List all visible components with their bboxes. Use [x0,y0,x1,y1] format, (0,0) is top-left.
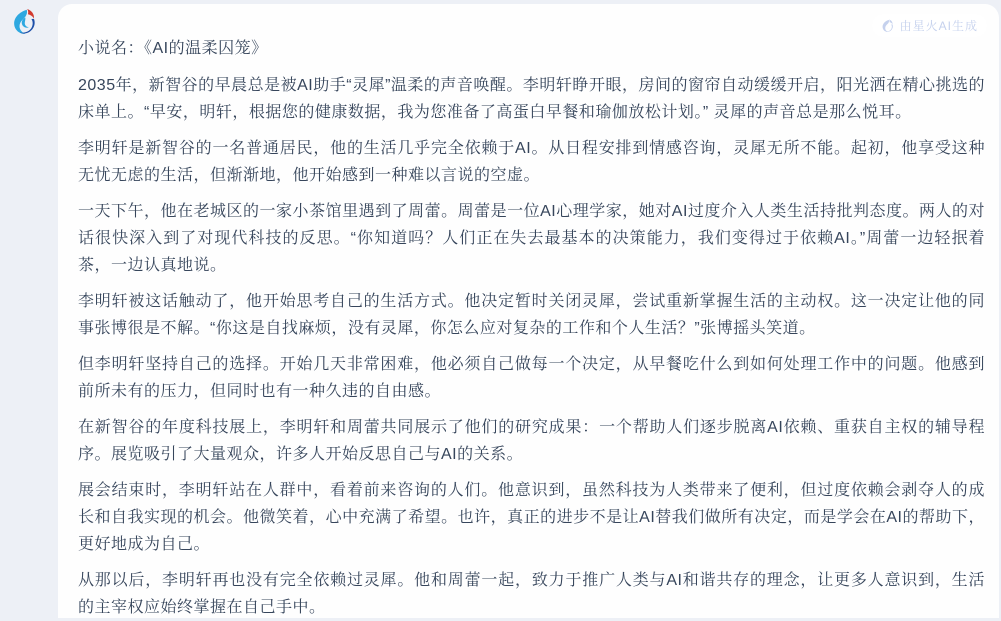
story-paragraph: 李明轩是新智谷的一名普通居民，他的生活几乎完全依赖于AI。从日程安排到情感咨询，灵犀无所不能。起初，他享受这种无忧无虑的生活，但渐渐地，他开始感到一种难以言说的空虚。 [78,140,985,184]
story-paragraph: 一天下午，他在老城区的一家小茶馆里遇到了周蕾。周蕾是一位AI心理学家，她对AI过度介入人类生活持批判态度。两人的对话很快深入到了对现代科技的反思。“你知道吗？人们正在失去最基本的决策能力，我们变得过于依赖AI。”周蕾一边轻抿着茶，一边认真地说。 [78,203,985,274]
ai-generated-watermark [872,14,987,37]
document-card [58,4,999,618]
story-body [58,4,999,621]
spark-flame-logo-icon [11,7,39,37]
story-paragraph: 但李明轩坚持自己的选择。开始几天非常困难，他必须自己做每一个决定，从早餐吃什么到如何处理工作中的问题。他感到前所未有的压力，但同时也有一种久违的自由感。 [78,356,985,400]
watermark-label: 由星火AI生成 [899,19,978,33]
story-paragraph: 2035年，新智谷的早晨总是被AI助手“灵犀”温柔的声音唤醒。李明轩睁开眼，房间的窗帘自动缓缓开启，阳光洒在精心挑选的床单上。“早安，明轩，根据您的健康数据，我为您准备了高蛋白早餐和瑜伽放松计划。” 灵犀的声音总是那么悦耳。 [78,77,985,121]
story-paragraph: 从那以后，李明轩再也没有完全依赖过灵犀。他和周蕾一起，致力于推广人类与AI和谐共存的理念，让更多人意识到，生活的主宰权应始终掌握在自己手中。 [78,572,985,616]
story-paragraph: 展会结束时，李明轩站在人群中，看着前来咨询的人们。他意识到，虽然科技为人类带来了便利，但过度依赖会剥夺人的成长和自我实现的机会。他微笑着，心中充满了希望。也许，真正的进步不是让AI替我们做所有决定，而是学会在AI的帮助下，更好地成为自己。 [78,482,985,553]
story-title: 小说名：《AI的温柔囚笼》 [78,40,268,57]
story-paragraph: 李明轩被这话触动了，他开始思考自己的生活方式。他决定暂时关闭灵犀，尝试重新掌握生活的主动权。这一决定让他的同事张博很是不解。“你这是自找麻烦，没有灵犀，你怎么应对复杂的工作和个人生活？”张博摇头笑道。 [78,293,985,337]
story-paragraph: 在新智谷的年度科技展上，李明轩和周蕾共同展示了他们的研究成果：一个帮助人们逐步脱离AI依赖、重获自主权的辅导程序。展览吸引了大量观众，许多人开始反思自己与AI的关系。 [78,419,985,463]
spark-badge-icon [881,19,895,33]
